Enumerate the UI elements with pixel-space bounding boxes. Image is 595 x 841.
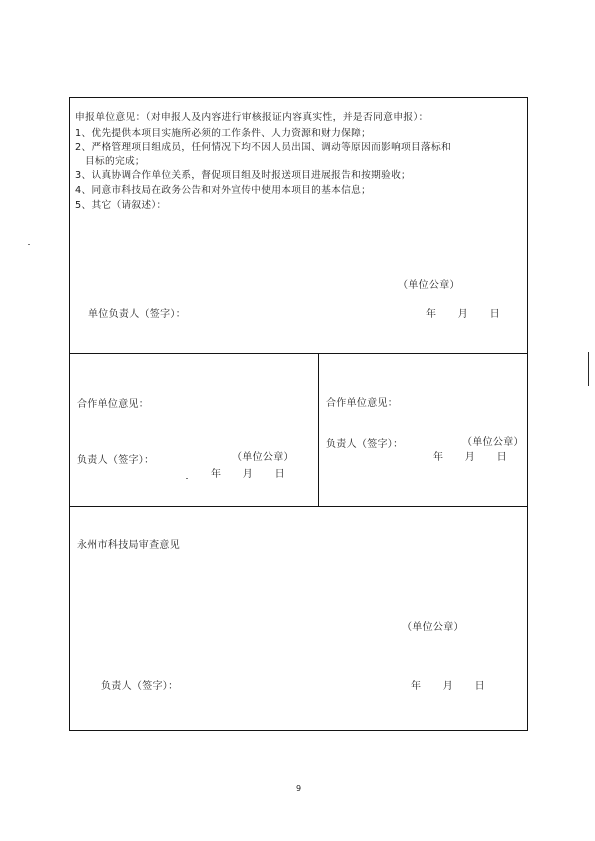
applicant-item-1: 1、优先提供本项目实施所必须的工作条件、人力资源和财力保障； <box>75 128 372 139</box>
applicant-date-label: 年 月 日 <box>426 309 501 320</box>
row-divider-bottom <box>69 506 528 507</box>
applicant-seal-label: （单位公章） <box>398 280 460 291</box>
partner-left-date-label: 年 月 日 <box>211 469 286 480</box>
bureau-review-heading: 永州市科技局审查意见 <box>77 540 180 551</box>
row-divider-top <box>69 353 528 354</box>
bureau-seal-label: （单位公章） <box>402 622 464 633</box>
scan-edge-line <box>588 352 589 386</box>
partner-left-seal-label: （单位公章） <box>232 452 294 463</box>
column-divider-partners <box>318 353 319 506</box>
applicant-item-2: 2、严格管理项目组成员，任何情况下均不因人员出国、调动等原因而影响项目落标和 <box>75 142 451 153</box>
applicant-signer-label: 单位负责人（签字）： <box>88 309 186 320</box>
applicant-opinion-heading: 申报单位意见：（对申报人及内容进行审核报证内容真实性，并是否同意申报）： <box>75 112 429 123</box>
bureau-date-label: 年 月 日 <box>411 681 486 692</box>
bureau-signer-label: 负责人（签字）： <box>101 681 179 692</box>
partner-right-date-label: 年 月 日 <box>433 452 508 463</box>
scan-speck <box>28 244 30 245</box>
applicant-item-5: 5、其它（请叙述）： <box>75 200 167 211</box>
applicant-item-3: 3、认真协调合作单位关系，督促项目组及时报送项目进展报告和按期验收； <box>75 170 412 181</box>
page-number: 9 <box>296 784 302 793</box>
partner-right-seal-label: （单位公章） <box>462 437 524 448</box>
partner-right-signer-label: 负责人（签字）： <box>326 439 404 450</box>
applicant-item-4: 4、同意市科技局在政务公告和对外宣传中使用本项目的基本信息； <box>75 185 372 196</box>
partner-left-signer-label: 负责人（签字）： <box>77 455 155 466</box>
applicant-item-2-continued: 目标的完成； <box>85 156 145 167</box>
partner-left-heading: 合作单位意见： <box>77 399 150 410</box>
partner-right-heading: 合作单位意见： <box>326 398 399 409</box>
